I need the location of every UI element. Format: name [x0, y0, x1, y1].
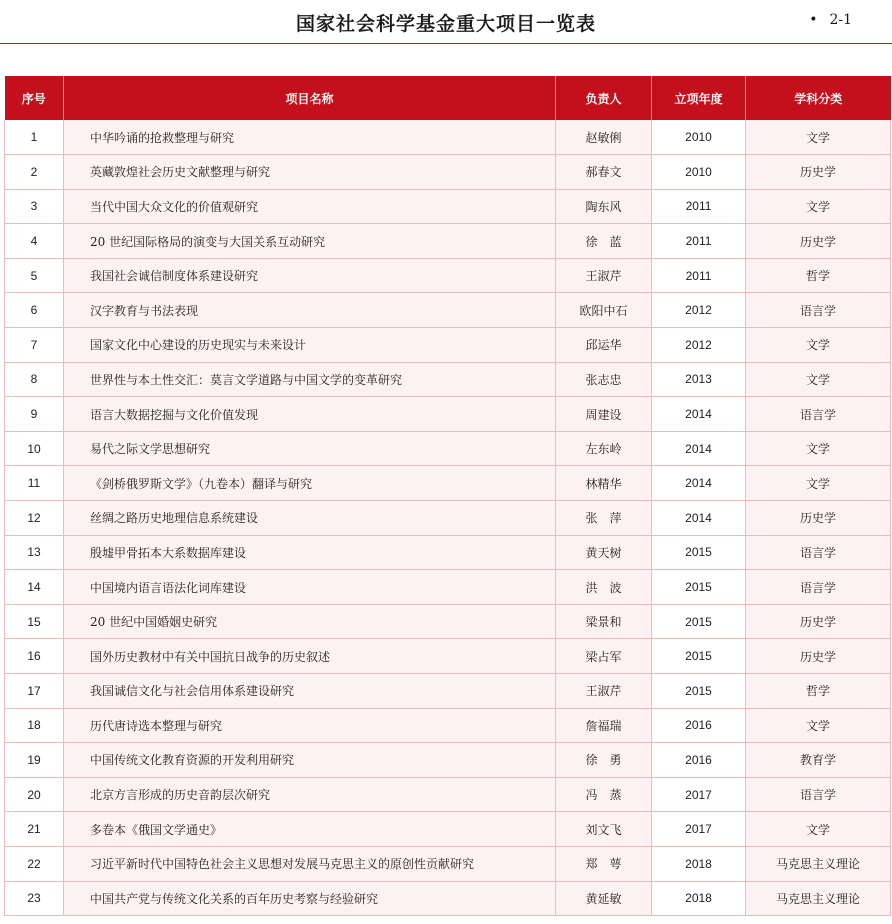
table-row	[5, 535, 891, 570]
table-row	[5, 674, 891, 709]
cell-year: 2011	[652, 258, 746, 293]
cell-project-name: 中国传统文化教育资源的开发利用研究	[64, 743, 556, 778]
cell-leader: 林精华	[556, 466, 652, 501]
table-row	[5, 570, 891, 605]
cell-year: 2010	[652, 155, 746, 190]
cell-index: 15	[5, 604, 64, 639]
cell-project-name: 丝绸之路历史地理信息系统建设	[64, 501, 556, 536]
cell-subject: 哲学	[746, 674, 891, 709]
cell-subject: 文学	[746, 466, 891, 501]
cell-project-name: 英藏敦煌社会历史文献整理与研究	[64, 155, 556, 190]
cell-leader: 冯 蒸	[556, 777, 652, 812]
projects-table	[4, 76, 891, 916]
cell-subject: 马克思主义理论	[746, 846, 891, 881]
cell-leader: 洪 波	[556, 570, 652, 605]
cell-subject: 历史学	[746, 155, 891, 190]
cell-index: 16	[5, 639, 64, 674]
column-header-year: 立项年度	[652, 76, 746, 120]
cell-project-name: 《剑桥俄罗斯文学》（九卷本）翻译与研究	[64, 466, 556, 501]
column-header-subject: 学科分类	[794, 91, 843, 106]
cell-index: 6	[5, 293, 64, 328]
cell-project-name: 中华吟诵的抢救整理与研究	[64, 120, 556, 155]
cell-year: 2010	[652, 120, 746, 155]
column-header-leader: 负责人	[556, 76, 652, 120]
cell-subject: 文学	[746, 362, 891, 397]
table-row	[5, 639, 891, 674]
cell-subject: 哲学	[746, 258, 891, 293]
table-row	[5, 743, 891, 778]
cell-leader: 郝春文	[556, 155, 652, 190]
cell-project-name: 20 世纪中国婚姻史研究	[64, 604, 556, 639]
cell-index: 8	[5, 362, 64, 397]
cell-subject: 文学	[746, 328, 891, 363]
cell-leader: 黄延敏	[556, 881, 652, 916]
cell-leader: 张志忠	[556, 362, 652, 397]
cell-subject: 语言学	[746, 535, 891, 570]
cell-index: 22	[5, 846, 64, 881]
cell-year: 2015	[652, 570, 746, 605]
cell-index: 13	[5, 535, 64, 570]
cell-project-name: 习近平新时代中国特色社会主义思想对发展马克思主义的原创性贡献研究	[64, 846, 556, 881]
cell-index: 21	[5, 812, 64, 847]
cell-year: 2012	[652, 328, 746, 363]
cell-subject: 语言学	[746, 570, 891, 605]
cell-leader: 赵敏俐	[556, 120, 652, 155]
cell-leader: 徐 勇	[556, 743, 652, 778]
cell-index: 19	[5, 743, 64, 778]
cell-leader: 詹福瑞	[556, 708, 652, 743]
cell-index: 23	[5, 881, 64, 916]
cell-project-name: 国外历史教材中有关中国抗日战争的历史叙述	[64, 639, 556, 674]
table-row	[5, 604, 891, 639]
cell-year: 2013	[652, 362, 746, 397]
cell-year: 2015	[652, 604, 746, 639]
cell-leader: 郑 萼	[556, 846, 652, 881]
cell-project-name: 世界性与本土性交汇：莫言文学道路与中国文学的变革研究	[64, 362, 556, 397]
cell-year: 2018	[652, 881, 746, 916]
cell-year: 2017	[652, 777, 746, 812]
table-row	[5, 431, 891, 466]
cell-subject: 语言学	[746, 397, 891, 432]
cell-subject: 历史学	[746, 604, 891, 639]
cell-index: 4	[5, 224, 64, 259]
cell-leader: 左东岭	[556, 431, 652, 466]
cell-year: 2011	[652, 224, 746, 259]
cell-year: 2014	[652, 501, 746, 536]
cell-project-name: 汉字教育与书法表现	[64, 293, 556, 328]
table-row	[5, 120, 891, 155]
cell-project-name: 北京方言形成的历史音韵层次研究	[64, 777, 556, 812]
column-header-index: 序号	[5, 76, 64, 120]
cell-project-name: 语言大数据挖掘与文化价值发现	[64, 397, 556, 432]
cell-project-name: 我国社会诚信制度体系建设研究	[64, 258, 556, 293]
cell-index: 11	[5, 466, 64, 501]
cell-index: 1	[5, 120, 64, 155]
cell-year: 2015	[652, 674, 746, 709]
cell-leader: 张 萍	[556, 501, 652, 536]
table-row	[5, 846, 891, 881]
page-number-dot: •	[809, 12, 818, 28]
cell-leader: 欧阳中石	[556, 293, 652, 328]
cell-index: 17	[5, 674, 64, 709]
cell-subject: 历史学	[746, 224, 891, 259]
cell-subject: 教育学	[746, 743, 891, 778]
table-row	[5, 189, 891, 224]
column-header-name: 项目名称	[64, 76, 556, 120]
table-row	[5, 777, 891, 812]
cell-subject: 语言学	[746, 293, 891, 328]
cell-project-name: 历代唐诗选本整理与研究	[64, 708, 556, 743]
table-row	[5, 155, 891, 190]
cell-year: 2011	[652, 189, 746, 224]
table-row	[5, 362, 891, 397]
cell-index: 12	[5, 501, 64, 536]
cell-year: 2014	[652, 431, 746, 466]
table-row	[5, 881, 891, 916]
cell-leader: 王淑芹	[556, 674, 652, 709]
cell-index: 7	[5, 328, 64, 363]
table-row	[5, 501, 891, 536]
cell-subject: 文学	[746, 431, 891, 466]
cell-subject: 文学	[746, 189, 891, 224]
cell-year: 2016	[652, 743, 746, 778]
cell-index: 5	[5, 258, 64, 293]
cell-project-name: 中国共产党与传统文化关系的百年历史考察与经验研究	[64, 881, 556, 916]
cell-leader: 王淑芹	[556, 258, 652, 293]
cell-index: 2	[5, 155, 64, 190]
cell-subject: 文学	[746, 812, 891, 847]
cell-project-name: 我国诚信文化与社会信用体系建设研究	[64, 674, 556, 709]
cell-leader: 黄天树	[556, 535, 652, 570]
cell-subject: 语言学	[746, 777, 891, 812]
cell-project-name: 国家文化中心建设的历史现实与未来设计	[64, 328, 556, 363]
cell-index: 14	[5, 570, 64, 605]
table-row	[5, 812, 891, 847]
cell-leader: 邱运华	[556, 328, 652, 363]
cell-index: 20	[5, 777, 64, 812]
table-row	[5, 708, 891, 743]
cell-leader: 陶东风	[556, 189, 652, 224]
cell-index: 3	[5, 189, 64, 224]
cell-subject: 历史学	[746, 639, 891, 674]
cell-subject: 历史学	[746, 501, 891, 536]
table-row	[5, 258, 891, 293]
cell-project-name: 当代中国大众文化的价值观研究	[64, 189, 556, 224]
cell-index: 10	[5, 431, 64, 466]
page-number-label: 2-1	[829, 12, 852, 28]
table-header	[5, 76, 891, 120]
cell-subject: 文学	[746, 120, 891, 155]
cell-year: 2018	[652, 846, 746, 881]
table-row	[5, 397, 891, 432]
cell-subject: 马克思主义理论	[746, 881, 891, 916]
cell-index: 18	[5, 708, 64, 743]
cell-year: 2012	[652, 293, 746, 328]
table-row	[5, 293, 891, 328]
cell-leader: 梁占军	[556, 639, 652, 674]
page-header	[0, 0, 892, 44]
page-title: 国家社会科学基金重大项目一览表	[295, 13, 596, 35]
cell-leader: 梁景和	[556, 604, 652, 639]
cell-index: 9	[5, 397, 64, 432]
cell-year: 2017	[652, 812, 746, 847]
cell-subject: 文学	[746, 708, 891, 743]
cell-year: 2016	[652, 708, 746, 743]
cell-project-name: 20 世纪国际格局的演变与大国关系互动研究	[64, 224, 556, 259]
cell-project-name: 殷墟甲骨拓本大系数据库建设	[64, 535, 556, 570]
table-body	[5, 120, 891, 916]
cell-leader: 刘文飞	[556, 812, 652, 847]
cell-project-name: 易代之际文学思想研究	[64, 431, 556, 466]
table-header-row	[5, 76, 891, 120]
cell-project-name: 多卷本《俄国文学通史》	[64, 812, 556, 847]
cell-leader: 徐 蓝	[556, 224, 652, 259]
page-number	[809, 12, 852, 28]
cell-year: 2015	[652, 639, 746, 674]
table-row	[5, 224, 891, 259]
table-row	[5, 328, 891, 363]
cell-year: 2014	[652, 397, 746, 432]
cell-year: 2015	[652, 535, 746, 570]
cell-project-name: 中国境内语言语法化词库建设	[64, 570, 556, 605]
cell-year: 2014	[652, 466, 746, 501]
table-row	[5, 466, 891, 501]
cell-leader: 周建设	[556, 397, 652, 432]
